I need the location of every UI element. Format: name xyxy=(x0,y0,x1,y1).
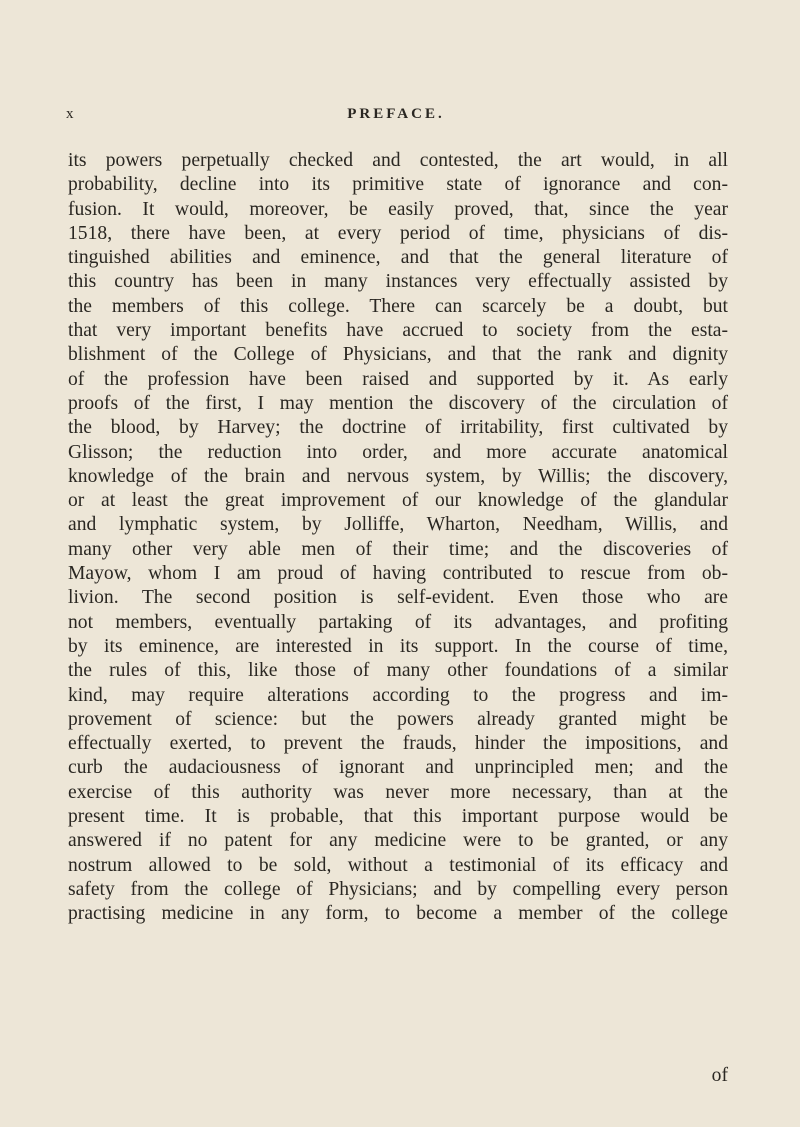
text-line: safety from the college of Physicians; and by compelling every person xyxy=(68,878,728,900)
text-line: proofs of the first, I may mention the discovery of the circulation of xyxy=(68,392,728,414)
text-line: this country has been in many instances very effectually assisted by xyxy=(68,271,728,293)
text-line: knowledge of the brain and nervous system, by Willis; the discovery, xyxy=(68,465,728,487)
text-line: answered if no patent for any medicine were to be granted, or any xyxy=(68,830,728,852)
text-line: tinguished abilities and eminence, and that the general literature of xyxy=(68,247,728,269)
text-line: the blood, by Harvey; the doctrine of irritability, first cultivated by xyxy=(68,417,728,439)
text-line: of the profession have been raised and supported by it. As early xyxy=(68,368,728,390)
text-line: probability, decline into its primitive state of ignorance and con- xyxy=(68,174,728,196)
text-line: blishment of the College of Physicians, and that the rank and dignity xyxy=(68,344,728,366)
text-line: not members, eventually partaking of its advantages, and profiting xyxy=(68,611,728,633)
page-number: x xyxy=(66,106,75,122)
catchword: of xyxy=(711,1065,728,1086)
text-line: kind, may require alterations according to the progress and im- xyxy=(68,684,728,706)
text-line: nostrum allowed to be sold, without a testimonial of its efficacy and xyxy=(68,854,728,876)
text-line: fusion. It would, moreover, be easily proved, that, since the year xyxy=(68,198,728,220)
text-line: the members of this college. There can scarcely be a doubt, but xyxy=(68,295,728,317)
page-header xyxy=(66,106,726,132)
text-line: Mayow, whom I am proud of having contributed to rescue from ob- xyxy=(68,563,728,585)
body-text xyxy=(68,149,728,927)
text-line: and lymphatic system, by Jolliffe, Wharton, Needham, Willis, and xyxy=(68,514,728,536)
text-line: many other very able men of their time; and the discoveries of xyxy=(68,538,728,560)
text-line: the rules of this, like those of many other foundations of a similar xyxy=(68,660,728,682)
text-line: practising medicine in any form, to become a member of the college xyxy=(68,903,728,925)
text-line: or at least the great improvement of our knowledge of the glandular xyxy=(68,490,728,512)
running-head: PREFACE. xyxy=(347,106,445,122)
text-line: exercise of this authority was never more necessary, than at the xyxy=(68,781,728,803)
text-line: that very important benefits have accrued to society from the esta- xyxy=(68,320,728,342)
text-line: 1518, there have been, at every period of time, physicians of dis- xyxy=(68,222,728,244)
text-line: Glisson; the reduction into order, and more accurate anatomical xyxy=(68,441,728,463)
text-line: curb the audaciousness of ignorant and unprincipled men; and the xyxy=(68,757,728,779)
text-line: livion. The second position is self-evident. Even those who are xyxy=(68,587,728,609)
text-line: effectually exerted, to prevent the frauds, hinder the impositions, and xyxy=(68,733,728,755)
text-line: provement of science: but the powers already granted might be xyxy=(68,708,728,730)
text-line: by its eminence, are interested in its support. In the course of time, xyxy=(68,635,728,657)
text-line: its powers perpetually checked and contested, the art would, in all xyxy=(68,150,728,171)
text-line: present time. It is probable, that this important purpose would be xyxy=(68,806,728,828)
